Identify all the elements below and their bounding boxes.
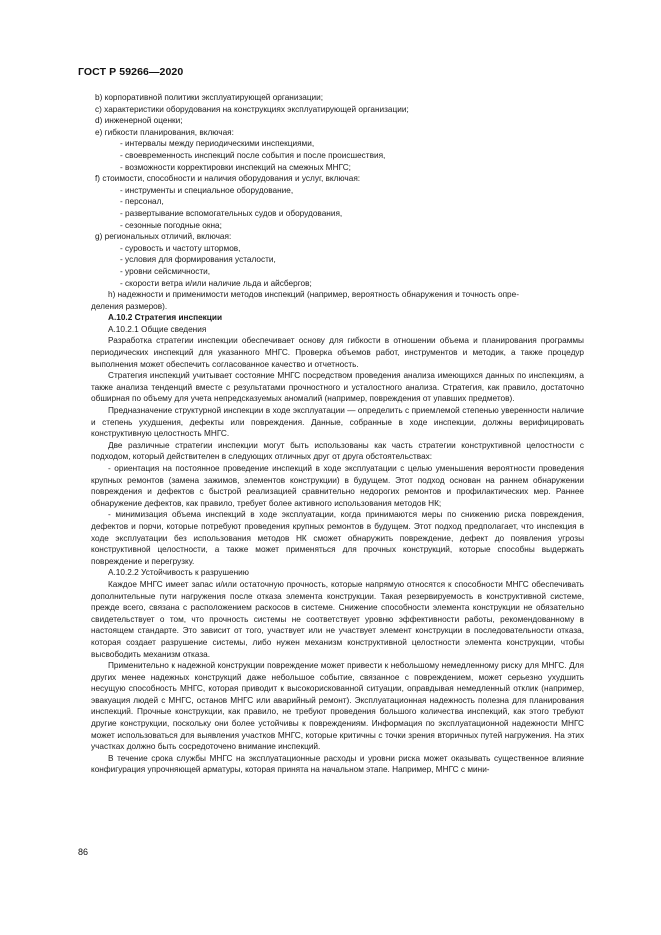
page-number: 86	[78, 847, 89, 857]
paragraph-8: Применительно к надежной конструкции повреждение может привести к небольшому немедленному риску для МНГС. Для других менее надежных конструкций даже небольшое событие, связанное с повреждением, может серьезно ухудшить несущую способность МНГС, которая приводит к высокорискованной ситуации, оправдывая немедленный отклик (например, эвакуация людей с МНГС, останов МНГС или аварийный ремонт). Эксплуатационная надежность полезна для планирования инспекций. Прочные конструкции, как правило, не требуют проведения большого количества инспекций, как этого требуют другие конструкции, поскольку они более устойчивы к повреждениям. Информация по эксплуатационной надежности МНГС может использоваться для выявления участков МНГС, которые критичны с точки зрения вторичных путей нагружения. На этих участках должно быть сосредоточено внимание инспекций.	[91, 661, 584, 752]
sub-item-e1: - интервалы между периодическими инспекциями,	[120, 139, 315, 149]
list-item-c: c) характеристики оборудования на конструкциях эксплуатирующей организации;	[95, 104, 409, 114]
list-item-e: e) гибкости планирования, включая:	[95, 127, 234, 137]
paragraph-9: В течение срока службы МНГС на эксплуатационные расходы и уровни риска может оказывать существенное влияние конфигурация упрочняющей арматуры, которая принята на начальном этапе. Например, МНГС с мини-	[91, 753, 584, 775]
list-item-h-continuation: деления размеров).	[91, 301, 168, 311]
sub-item-g3: - уровни сейсмичности,	[120, 266, 211, 276]
list-item-g: g) региональных отличий, включая:	[95, 232, 232, 242]
paragraph-2: Стратегия инспекций учитывает состояние МНГС посредством проведения анализа имеющихся данных по инспекциям, а также анализа тенденций вместе с результатами прочностного и усталостного анализа. Стратегия, как правило, достаточно обширная по объему для учета непредсказуемых аномалий (например, повреждения от упавших предметов).	[91, 371, 584, 404]
list-item-d: d) инженерной оценки;	[95, 116, 183, 126]
sub-item-f2: - персонал,	[120, 197, 164, 207]
section-heading: А.10.2 Стратегия инспекции	[108, 313, 223, 323]
subsection-heading-resistance: А.10.2.2 Устойчивость к разрушению	[108, 568, 249, 578]
list-item-h: h) надежности и применимости методов инспекций (например, вероятность обнаружения и точность опре-	[108, 290, 519, 300]
paragraph-4: Две различные стратегии инспекции могут быть использованы как часть стратегии конструктивной целостности с подходом, который действителен в следующих отличных друг от друга обстоятельствах:	[91, 440, 584, 462]
standard-header: ГОСТ Р 59266—2020	[78, 66, 184, 78]
sub-item-e2: - своевременность инспекций после события и после происшествия,	[120, 150, 386, 160]
list-item-b: b) корпоративной политики эксплуатирующей организации;	[95, 93, 324, 102]
sub-item-g1: - суровость и частоту штормов,	[120, 243, 241, 253]
paragraph-6: - минимизация объема инспекций в ходе эксплуатации, когда принимаются меры по снижению риска повреждения, дефектов и порчи, которые потребуют проведения крупных ремонтов в будущем. Этот подход предполагает, что инспекция в ходе эксплуатации без использования методов НК сможет обнаружить повреждение, дефект до появления угрозы конструктивной целостности, а также может применяться для прочных конструкций, которые способны выдержать повреждение и перегрузку.	[91, 510, 584, 566]
sub-item-e3: - возможности корректировки инспекций на смежных МНГС;	[120, 162, 351, 172]
paragraph-1: Разработка стратегии инспекции обеспечивает основу для гибкости в отношении объема и планирования программы периодических инспекций для указанного МНГС. Проверка объемов работ, инструментов и методик, а также процедур выполнения может обеспечить согласованное качество и отчетность.	[91, 336, 584, 369]
sub-item-f3: - развертывание вспомогательных судов и оборудования,	[120, 208, 343, 218]
sub-item-g4: - скорости ветра и/или наличие льда и айсбергов;	[120, 278, 312, 288]
sub-item-f4: - сезонные погодные окна;	[120, 220, 222, 230]
page-body	[91, 92, 584, 776]
subsection-heading-general: А.10.2.1 Общие сведения	[108, 324, 207, 334]
paragraph-3: Предназначение структурной инспекции в ходе эксплуатации — определить с приемлемой степенью уверенности наличие и степень ухудшения, дефекты или повреждения. Данные, собранные в ходе инспекции, должны верифицировать конструктивную целостность МНГС.	[91, 406, 584, 439]
list-item-f: f) стоимости, способности и наличия оборудования и услуг, включая:	[95, 174, 361, 184]
sub-item-g2: - условия для формирования усталости,	[120, 255, 276, 265]
paragraph-5: - ориентация на постоянное проведение инспекций в ходе эксплуатации с целью уменьшения вероятности проведения крупных ремонтов (замена зажимов, элементов конструкции) в будущем. Этот подход основан на раннем обнаружении повреждения и дефектов с быстрой реализацией сравнительно недорогих ремонтов и профилактических мер. Раннее обнаружение дефектов, как правило, требует более активного использования методов НК;	[91, 464, 584, 508]
sub-item-f1: - инструменты и специальное оборудование,	[120, 185, 294, 195]
paragraph-7: Каждое МНГС имеет запас и/или остаточную прочность, которые напрямую относятся к способности МНГС обеспечивать дополнительные пути нагружения после отказа элемента конструкции. Такая резервируемость в конструктивной системе, прежде всего, связана с расположением раскосов в системе. Снижение способности элемента конструкции не обязательно свидетельствует о том, что прочность системы не соответствует уровню эффективности работы, рекомендованному в настоящем стандарте. Это зависит от того, участвует или не участвует элемент конструкции в последовательности отказа, которая создает разрушение системы, либо нужен механизм конструктивной целостности элемента конструкции, чтобы высвободить механизм отказа.	[91, 579, 584, 659]
